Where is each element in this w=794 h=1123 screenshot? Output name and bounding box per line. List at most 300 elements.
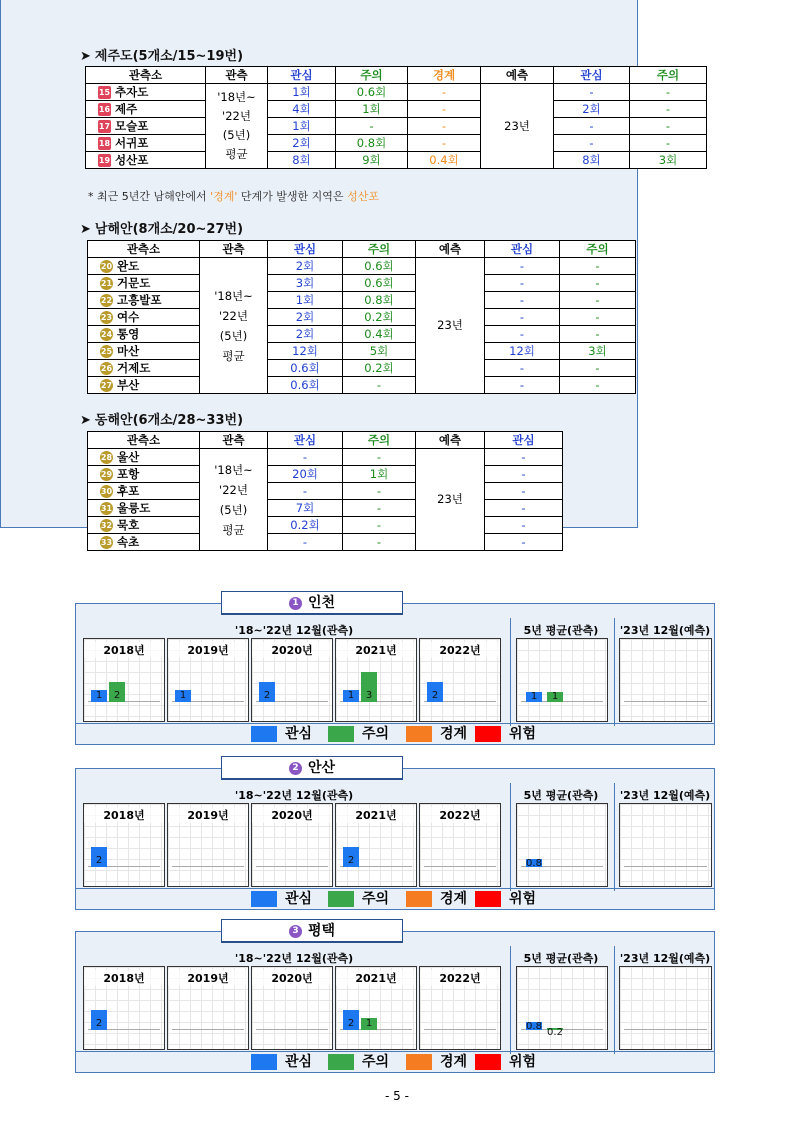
legend-swatch [251, 1054, 277, 1070]
station-number-badge: 29 [100, 469, 113, 479]
chart-legend [76, 1051, 714, 1072]
forecast-count-cell: - [485, 517, 563, 534]
table-header-row [88, 241, 636, 258]
station-name: 묵호 [117, 517, 140, 532]
observed-count-cell: 9회 [336, 152, 408, 169]
year-bar-chart [419, 638, 501, 722]
station-cell [88, 483, 200, 500]
column-header: 주의 [630, 67, 707, 84]
forecast-count-cell: - [485, 449, 563, 466]
table-row [86, 118, 707, 135]
chart-baseline [624, 1029, 707, 1030]
year-bar-chart [419, 803, 501, 887]
station-name: 여수 [117, 309, 140, 324]
station-cell [88, 326, 200, 343]
legend-label: 경계 [440, 1054, 468, 1070]
forecast-year-cell: 23년 [481, 84, 554, 169]
chart-year-label: 2018년 [84, 970, 164, 986]
column-header: 관측소 [88, 241, 200, 258]
arrow-right-icon: ➤ [80, 413, 91, 428]
forecast-count-cell: - [554, 135, 630, 152]
south-table [87, 240, 636, 394]
bar-interest: 2 [259, 682, 275, 702]
period-line: 평균 [222, 348, 245, 363]
panel-title [221, 591, 403, 615]
station-cell [88, 360, 200, 377]
period-line: 평균 [222, 522, 245, 537]
station-cell [86, 152, 206, 169]
table-header-row [88, 432, 563, 449]
observed-count-cell: 2회 [268, 258, 343, 275]
bar-interest: 1 [175, 690, 191, 702]
forecast-count-cell: - [630, 84, 707, 101]
bar-interest: 2 [343, 1010, 359, 1030]
legend-item [328, 891, 389, 907]
forecast-count-cell: - [485, 275, 560, 292]
table-row [88, 343, 636, 360]
panel-title [221, 919, 403, 943]
average-label: 5년 평균(관측) [523, 624, 599, 637]
forecast-count-cell: - [630, 101, 707, 118]
table-row [88, 449, 563, 466]
legend-label: 주의 [362, 1054, 390, 1070]
column-header: 주의 [560, 241, 636, 258]
forecast-count-cell: - [630, 118, 707, 135]
column-header: 관측 [200, 241, 268, 258]
east-heading: ➤ 동해안(6개소/28~33번) [80, 413, 244, 428]
column-header: 예측 [481, 67, 554, 84]
period-line: 평균 [225, 147, 248, 161]
jeju-note: * 최근 5년간 남해안에서 '경계' 단계가 발생한 지역은 성산포 [88, 190, 379, 203]
east-table [87, 431, 563, 551]
period-line: '18년~ [214, 288, 253, 303]
legend-item [475, 1054, 536, 1070]
legend-label: 위험 [509, 891, 537, 907]
average-label: 5년 평균(관측) [523, 952, 599, 965]
forecast-count-cell: - [560, 292, 636, 309]
column-header: 주의 [336, 67, 408, 84]
column-header: 관측 [206, 67, 268, 84]
observation-period-cell [200, 449, 268, 551]
station-number-badge: 23 [100, 312, 113, 322]
bar-interest: 2 [427, 682, 443, 702]
bar-interest: 2 [91, 1010, 107, 1030]
forecast-count-cell: 3회 [560, 343, 636, 360]
station-name: 마산 [117, 343, 140, 358]
observed-count-cell: 0.8회 [343, 292, 416, 309]
legend-swatch [406, 891, 432, 907]
table-header-row [86, 67, 707, 84]
forecast-bar-chart [619, 966, 712, 1050]
station-cell [88, 292, 200, 309]
forecast-count-cell: - [485, 326, 560, 343]
forecast-year-cell: 23년 [416, 449, 485, 551]
table-row [88, 292, 636, 309]
observed-count-cell: - [268, 534, 343, 551]
bar-interest: 1 [91, 690, 107, 702]
panel-title-text: 인천 [307, 595, 336, 611]
legend-swatch [406, 1054, 432, 1070]
observed-count-cell: 2회 [268, 135, 336, 152]
legend-item [328, 1054, 389, 1070]
station-cell [88, 449, 200, 466]
page-number: - 5 - [385, 1089, 409, 1103]
forecast-count-cell: - [630, 135, 707, 152]
average-bar-chart [516, 803, 608, 887]
chart-baseline [624, 866, 707, 867]
legend-item [475, 891, 536, 907]
station-cell [88, 377, 200, 394]
observed-count-cell: 0.6회 [268, 360, 343, 377]
forecast-count-cell: 3회 [630, 152, 707, 169]
station-name: 후포 [117, 483, 140, 498]
observed-count-cell: 0.4회 [408, 152, 481, 169]
chart-year-label: 2019년 [168, 642, 248, 658]
station-name: 울산 [117, 449, 140, 464]
panel-divider [510, 946, 511, 1054]
forecast-count-cell: - [560, 258, 636, 275]
table-row [86, 152, 707, 169]
year-bar-chart [167, 966, 249, 1050]
column-header: 관심 [268, 432, 343, 449]
legend-label: 경계 [440, 726, 468, 742]
legend-label: 주의 [362, 726, 390, 742]
forecast-bar-chart [619, 803, 712, 887]
station-cell [86, 84, 206, 101]
chart-year-label: 2018년 [84, 642, 164, 658]
column-header: 관심 [268, 241, 343, 258]
observed-count-cell: - [336, 118, 408, 135]
avg-bar-caution: 1 [547, 692, 563, 702]
forecast-count-cell: - [560, 275, 636, 292]
station-cell [88, 309, 200, 326]
station-number-badge: 28 [100, 452, 113, 462]
table-row [88, 326, 636, 343]
forecast-count-cell: 2회 [554, 101, 630, 118]
legend-swatch [251, 891, 277, 907]
panel-divider [510, 618, 511, 726]
observed-count-cell: 2회 [268, 309, 343, 326]
observed-count-cell: - [408, 84, 481, 101]
station-name: 모슬포 [115, 118, 149, 133]
station-chart-panel [75, 931, 715, 1073]
chart-year-label: 2020년 [252, 642, 332, 658]
year-bar-chart [167, 638, 249, 722]
observed-count-cell: 3회 [268, 275, 343, 292]
station-cell [88, 343, 200, 360]
column-header: 관심 [485, 432, 563, 449]
station-name: 완도 [117, 258, 140, 273]
chart-year-label: 2021년 [336, 642, 416, 658]
year-bar-chart [83, 803, 165, 887]
station-number-badge: 21 [100, 278, 113, 288]
observed-count-cell: 2회 [268, 326, 343, 343]
avg-bar-interest: 0.8 [526, 858, 542, 869]
legend-label: 관심 [285, 726, 313, 742]
forecast-count-cell: - [560, 377, 636, 394]
table-row [86, 101, 707, 118]
forecast-count-cell: - [485, 309, 560, 326]
bar-interest: 2 [343, 847, 359, 867]
forecast-count-cell: - [485, 500, 563, 517]
chart-year-label: 2018년 [84, 807, 164, 823]
station-cell [88, 275, 200, 292]
observed-count-cell: 0.2회 [343, 309, 416, 326]
station-number-badge: 17 [98, 121, 111, 131]
station-cell [86, 118, 206, 135]
station-name: 서귀포 [115, 135, 149, 150]
forecast-bar-chart [619, 638, 712, 722]
arrow-right-icon: ➤ [80, 222, 91, 237]
jeju-heading: ➤ 제주도(5개소/15~19번) [80, 49, 244, 64]
chart-year-label: 2021년 [336, 807, 416, 823]
observed-count-cell: - [343, 483, 416, 500]
panel-title [221, 756, 403, 780]
year-bar-chart [335, 966, 417, 1050]
observation-period-cell [200, 258, 268, 394]
column-header: 관측 [200, 432, 268, 449]
observed-count-cell: 0.2회 [343, 360, 416, 377]
column-header: 관측소 [88, 432, 200, 449]
forecast-label: '23년 12월(예측) [619, 789, 711, 802]
column-header: 관심 [554, 67, 630, 84]
observed-count-cell: - [343, 377, 416, 394]
year-bar-chart [251, 966, 333, 1050]
legend-swatch [328, 891, 354, 907]
station-cell [88, 534, 200, 551]
chart-legend [76, 723, 714, 744]
station-name: 울릉도 [117, 500, 151, 515]
table-row [88, 517, 563, 534]
station-name: 제주 [115, 101, 138, 116]
chart-baseline [424, 866, 496, 867]
chart-year-label: 2022년 [420, 807, 500, 823]
station-cell [88, 258, 200, 275]
year-bar-chart [335, 638, 417, 722]
table-row [88, 309, 636, 326]
observed-count-cell: 5회 [343, 343, 416, 360]
legend-label: 위험 [509, 1054, 537, 1070]
legend-item [406, 1054, 467, 1070]
observed-count-cell: - [343, 517, 416, 534]
column-header: 예측 [416, 241, 485, 258]
observed-count-cell: 0.6회 [268, 377, 343, 394]
legend-item [406, 891, 467, 907]
average-bar-chart [516, 966, 608, 1050]
legend-label: 관심 [285, 1054, 313, 1070]
forecast-count-cell: - [560, 360, 636, 377]
observed-count-cell: 0.6회 [343, 258, 416, 275]
chart-year-label: 2019년 [168, 970, 248, 986]
legend-swatch [475, 1054, 501, 1070]
forecast-count-cell: - [554, 118, 630, 135]
table-row [88, 466, 563, 483]
forecast-count-cell: 12회 [485, 343, 560, 360]
legend-swatch [406, 726, 432, 742]
observed-count-cell: 7회 [268, 500, 343, 517]
period-line: (5년) [222, 128, 251, 142]
chart-year-label: 2020년 [252, 807, 332, 823]
observed-count-cell: - [268, 483, 343, 500]
legend-item [251, 1054, 312, 1070]
avg-bar-interest: 1 [526, 692, 542, 702]
observed-count-cell: - [408, 101, 481, 118]
table-row [88, 500, 563, 517]
station-cell [86, 101, 206, 118]
station-number-badge: 25 [100, 346, 113, 356]
bar-interest: 1 [343, 690, 359, 702]
station-cell [88, 517, 200, 534]
observed-period-label: '18~'22년 12월(관측) [234, 789, 354, 802]
chart-year-label: 2022년 [420, 970, 500, 986]
station-number-badge: 22 [100, 295, 113, 305]
observed-count-cell: 1회 [268, 118, 336, 135]
panel-number-badge: 1 [289, 597, 302, 610]
table-row [88, 275, 636, 292]
station-cell [88, 466, 200, 483]
observed-count-cell: 1회 [336, 101, 408, 118]
year-bar-chart [251, 638, 333, 722]
observed-period-label: '18~'22년 12월(관측) [234, 952, 354, 965]
station-cell [88, 500, 200, 517]
arrow-right-icon: ➤ [80, 49, 91, 64]
legend-label: 위험 [509, 726, 537, 742]
station-number-badge: 33 [100, 537, 113, 547]
legend-item [328, 726, 389, 742]
chart-year-label: 2022년 [420, 642, 500, 658]
observed-count-cell: 0.4회 [343, 326, 416, 343]
legend-item [406, 726, 467, 742]
period-line: (5년) [219, 328, 248, 343]
period-line: '22년 [219, 482, 248, 497]
observed-count-cell: - [343, 500, 416, 517]
year-bar-chart [251, 803, 333, 887]
observed-count-cell: 1회 [343, 466, 416, 483]
panel-divider [510, 783, 511, 891]
chart-year-label: 2021년 [336, 970, 416, 986]
forecast-count-cell: - [485, 377, 560, 394]
table-row [88, 534, 563, 551]
chart-baseline [256, 1029, 328, 1030]
observed-count-cell: 20회 [268, 466, 343, 483]
legend-item [475, 726, 536, 742]
panel-title-text: 안산 [307, 760, 336, 776]
chart-legend [76, 888, 714, 909]
bar-caution: 1 [361, 1018, 377, 1030]
legend-label: 경계 [440, 891, 468, 907]
legend-item [251, 891, 312, 907]
station-number-badge: 27 [100, 380, 113, 390]
station-cell [86, 135, 206, 152]
forecast-count-cell: - [485, 483, 563, 500]
table-row [88, 377, 636, 394]
forecast-count-cell: - [485, 292, 560, 309]
table-row [86, 84, 707, 101]
period-line: '22년 [219, 308, 248, 323]
observed-count-cell: 0.8회 [336, 135, 408, 152]
legend-swatch [475, 891, 501, 907]
column-header: 경계 [408, 67, 481, 84]
forecast-count-cell: - [485, 534, 563, 551]
observed-count-cell: 0.6회 [343, 275, 416, 292]
station-number-badge: 15 [98, 87, 111, 97]
station-chart-panel [75, 603, 715, 745]
year-bar-chart [335, 803, 417, 887]
panel-number-badge: 3 [289, 925, 302, 938]
forecast-count-cell: - [485, 258, 560, 275]
table-row [88, 483, 563, 500]
forecast-count-cell: 8회 [554, 152, 630, 169]
observed-period-label: '18~'22년 12월(관측) [234, 624, 354, 637]
average-bar-chart [516, 638, 608, 722]
chart-baseline [172, 1029, 244, 1030]
station-name: 부산 [117, 377, 140, 392]
station-number-badge: 16 [98, 104, 111, 114]
observed-count-cell: 1회 [268, 84, 336, 101]
table-row [86, 135, 707, 152]
observed-count-cell: 0.2회 [268, 517, 343, 534]
legend-swatch [328, 726, 354, 742]
station-name: 거제도 [117, 360, 151, 375]
period-line: '18년~ [214, 462, 253, 477]
column-header: 관측소 [86, 67, 206, 84]
legend-swatch [328, 1054, 354, 1070]
forecast-count-cell: - [560, 309, 636, 326]
observed-count-cell: - [343, 534, 416, 551]
period-line: (5년) [219, 502, 248, 517]
chart-baseline [256, 866, 328, 867]
forecast-count-cell: - [560, 326, 636, 343]
column-header: 관심 [268, 67, 336, 84]
column-header: 관심 [485, 241, 560, 258]
station-number-badge: 32 [100, 520, 113, 530]
bar-caution: 2 [109, 682, 125, 702]
station-name: 성산포 [115, 152, 149, 167]
observed-count-cell: 0.6회 [336, 84, 408, 101]
forecast-label: '23년 12월(예측) [619, 952, 711, 965]
column-header: 주의 [343, 432, 416, 449]
observed-count-cell: - [408, 135, 481, 152]
forecast-label: '23년 12월(예측) [619, 624, 711, 637]
average-label: 5년 평균(관측) [523, 789, 599, 802]
station-name: 고흥발포 [117, 292, 162, 307]
observed-count-cell: 12회 [268, 343, 343, 360]
station-name: 포항 [117, 466, 140, 481]
jeju-table [85, 66, 707, 169]
station-number-badge: 24 [100, 329, 113, 339]
panel-divider [614, 618, 615, 726]
table-row [88, 360, 636, 377]
observed-count-cell: 1회 [268, 292, 343, 309]
observed-count-cell: 4회 [268, 101, 336, 118]
station-number-badge: 31 [100, 503, 113, 513]
period-line: '18년~ [217, 90, 256, 104]
observed-count-cell: - [268, 449, 343, 466]
chart-baseline [172, 866, 244, 867]
observation-period-cell [206, 84, 268, 169]
chart-year-label: 2019년 [168, 807, 248, 823]
station-number-badge: 18 [98, 138, 111, 148]
chart-baseline [624, 701, 707, 702]
chart-baseline [424, 1029, 496, 1030]
bar-interest: 2 [91, 847, 107, 867]
forecast-count-cell: - [485, 360, 560, 377]
legend-label: 관심 [285, 891, 313, 907]
panel-divider [614, 783, 615, 891]
bar-caution: 3 [361, 672, 377, 702]
observed-count-cell: 8회 [268, 152, 336, 169]
station-name: 추자도 [115, 84, 149, 99]
